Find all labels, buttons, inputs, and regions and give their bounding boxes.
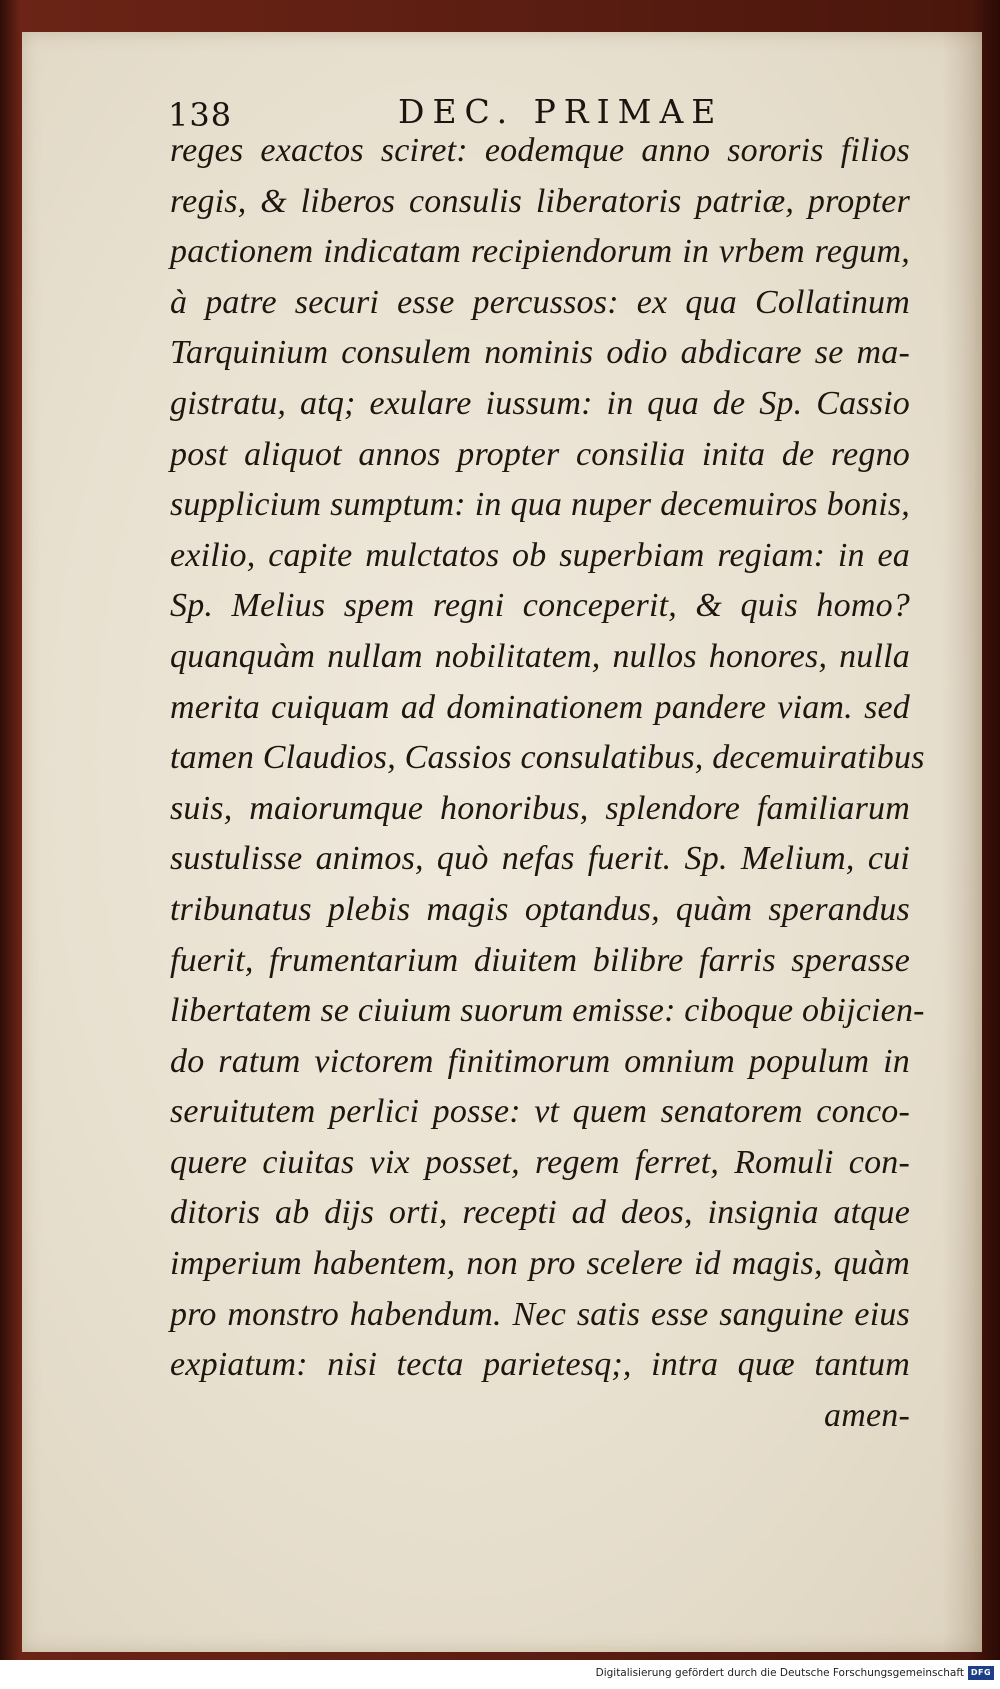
text-line: quanquàm nullam nobilitatem, nullos honores, nulla	[170, 637, 910, 675]
text-line: libertatem se ciuium suorum emisse: ciboque obijcien-	[170, 992, 925, 1030]
footer-bar	[0, 1660, 1000, 1689]
text-line: do ratum victorem finitimorum omnium populum in	[170, 1042, 910, 1080]
text-line: pro monstro habendum. Nec satis esse sanguine eius	[170, 1295, 910, 1333]
running-title: DEC. PRIMAE	[398, 92, 724, 131]
text-line: pactionem indicatam recipiendorum in vrbem regum,	[170, 233, 910, 271]
body-text	[170, 126, 925, 1441]
text-line: reges exactos sciret: eodemque anno sororis filios	[170, 132, 910, 169]
text-line: Tarquinium consulem nominis odio abdicare se ma-	[170, 334, 910, 372]
text-line: fuerit, frumentarium diuitem bilibre farris sperasse	[170, 941, 910, 979]
text-line: merita cuiquam ad dominationem pandere viam. sed	[170, 688, 910, 726]
text-line: supplicium sumptum: in qua nuper decemuiros bonis,	[170, 486, 910, 524]
text-line: à patre securi esse percussos: ex qua Collatinum	[170, 283, 910, 321]
page-header	[168, 70, 908, 134]
text-line: Sp. Melius spem regni conceperit, & quis homo?	[170, 587, 910, 625]
funding-credit: Digitalisierung gefördert durch die Deutsche Forschungsgemeinschaft	[595, 1667, 964, 1679]
text-line: suis, maiorumque honoribus, splendore familiarum	[170, 789, 910, 827]
gutter-shadow	[942, 32, 982, 1652]
catchword: amen-	[824, 1396, 910, 1434]
text-line: tamen Claudios, Cassios consulatibus, decemuiratibus	[170, 739, 925, 777]
text-line: quere ciuitas vix posset, regem ferret, Romuli con-	[170, 1143, 910, 1181]
text-line: exilio, capite mulctatos ob superbiam regiam: in ea	[170, 536, 910, 574]
text-line: regis, & liberos consulis liberatoris patriæ, propter	[170, 182, 910, 220]
text-line: imperium habentem, non pro scelere id magis, quàm	[170, 1245, 910, 1283]
dfg-logo: DFG	[968, 1666, 994, 1680]
text-line: seruitutem perlici posse: vt quem senatorem conco-	[170, 1093, 910, 1131]
text-line: gistratu, atq; exulare iussum: in qua de Sp. Cassio	[170, 384, 910, 422]
text-line: expiatum: nisi tecta parietesq;, intra quæ tantum	[170, 1346, 910, 1384]
text-line: ditoris ab dijs orti, recepti ad deos, insignia atque	[170, 1194, 910, 1232]
text-line: post aliquot annos propter consilia inita de regno	[170, 435, 910, 473]
text-line: sustulisse animos, quò nefas fuerit. Sp. Melium, cui	[170, 840, 910, 878]
text-line: tribunatus plebis magis optandus, quàm sperandus	[170, 890, 910, 928]
page-number: 138	[168, 96, 233, 134]
